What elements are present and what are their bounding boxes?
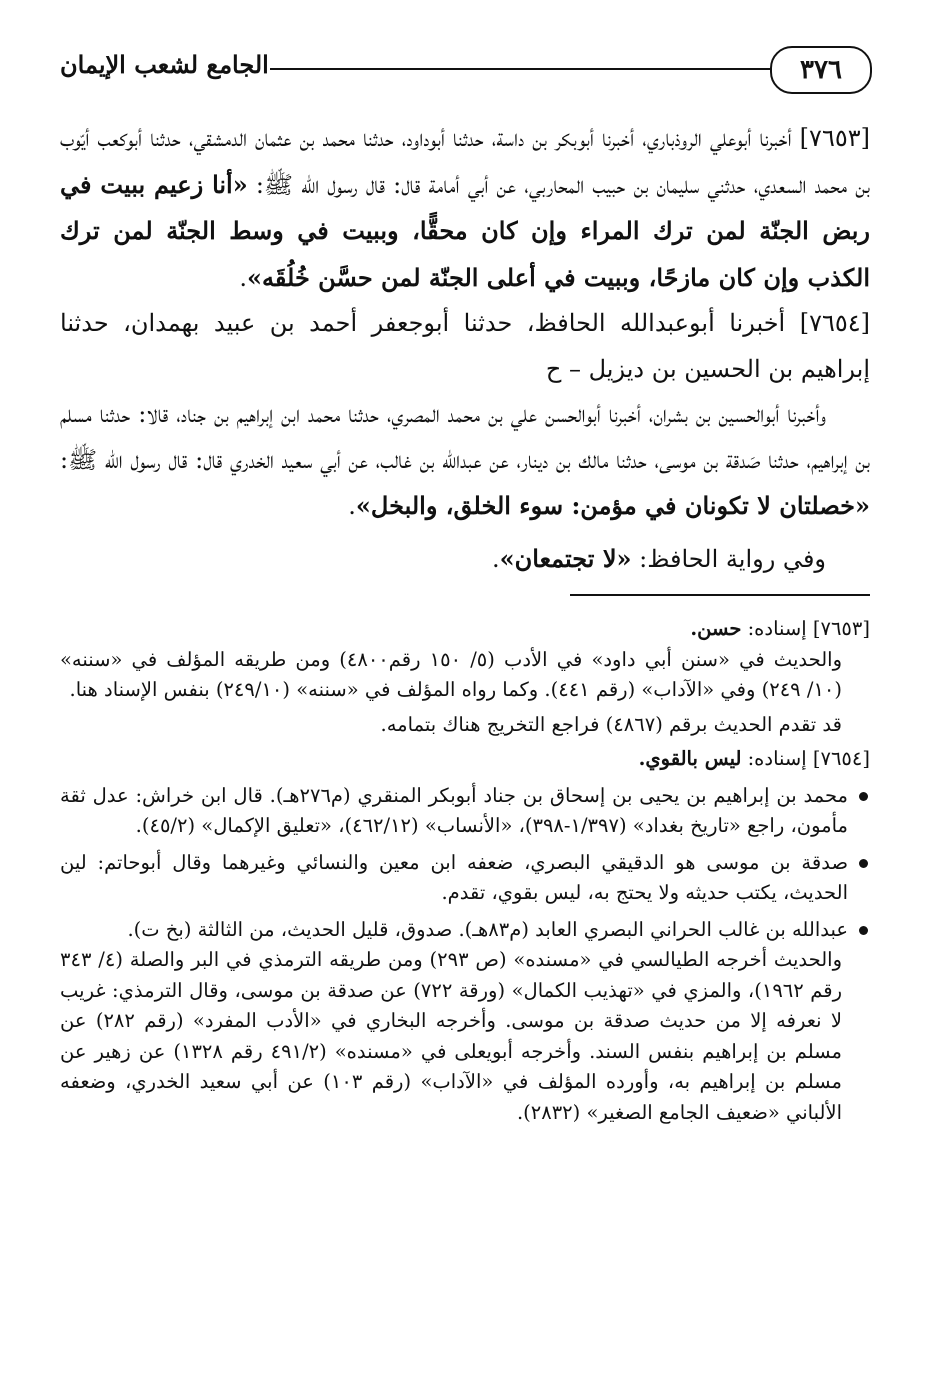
isnad-text: وأخبرنا أبوالحسين بن بشران، أخبرنا أبوالحسن علي بن محمد المصري، حدثنا محمد ابن إبراهيم بن جناد، قالا: حدثنا مسلم بن إبراهيم، حدثنا صَدقة بن موسى، حدثنا مالك بن دينار، عن عبدالله بن غالب، عن أبي سعيد الخدري قال: قال رسول الله ﷺ: [60, 400, 871, 474]
isnad-text: أخبرنا أبوعبدالله الحافظ، حدثنا أبوجعفر أحمد بن عبيد بهمدان، حدثنا إبراهيم بن الحسين بن ديزيل – ح [60, 309, 870, 383]
bullet-icon [859, 926, 868, 935]
footnote-separator [570, 594, 870, 596]
end-mark: . [239, 263, 248, 292]
footnote-grade: ليس بالقوي. [638, 747, 742, 770]
footnote-7654-grade [60, 744, 870, 775]
hadith-7654-second-isnad [60, 392, 870, 530]
hadith-7654 [60, 301, 870, 392]
running-title: الجامع لشعب الإيمان [60, 50, 269, 79]
hadith-matn: «أنا زعيم ببيت في ربض الجنّة لمن ترك المراء وإن كان محقًّا، وببيت في وسط الجنّة لمن ترك الكذب وإن كان مازحًا، وببيت في أعلى الجنّة لمن حسَّن خُلُقَه» [60, 169, 870, 292]
hadith-number: [٧٦٥٣] [799, 124, 870, 152]
header-rule [270, 68, 772, 70]
variant-text: «لا تجتمعان» [499, 543, 632, 573]
footnote-number: [٧٦٥٤] [812, 747, 870, 770]
hadith-number: [٧٦٥٤] [799, 309, 870, 337]
footnote-7653-note: قد تقدم الحديث برقم (٤٨٦٧) فراجع التخريج هناك بتمامه. [380, 712, 842, 736]
bullet-icon [859, 792, 868, 801]
page-header [60, 40, 870, 102]
hadith-7654-variant [60, 536, 870, 583]
footnotes [60, 614, 870, 1128]
page-number-badge [770, 46, 872, 94]
bullet-text: صدقة بن موسى هو الدقيقي البصري، ضعفه ابن معين والنسائي وغيرهما وقال أبوحاتم: لين الحديث، يكتب حديثه ولا يحتج به، ليس بقوي، تقدم. [60, 850, 848, 904]
variant-intro: وفي رواية الحافظ: [639, 544, 826, 573]
end-mark: . [348, 492, 356, 520]
main-text [60, 116, 870, 582]
hadith-7653 [60, 116, 870, 301]
footnote-label: إسناده: [747, 617, 807, 640]
footnote-bullet-3 [60, 915, 870, 946]
book-page [60, 40, 870, 1128]
footnote-7653-grade [60, 614, 870, 645]
isnad-text: أخبرنا أبوعلي الروذباري، أخبرنا أبوبكر بن داسة، حدثنا أبوداود، حدثنا محمد بن عثمان الدمشقي، حدثنا أبوكعب أيّوب بن محمد السعدي، حدثني سليمان بن حبيب المحاربي، عن أبي أمامة قال: قال رسول الله ﷺ: [60, 124, 870, 199]
hadith-matn: «خصلتان لا تكونان في مؤمن: سوء الخلق، والبخل» [355, 491, 870, 520]
page-number: ٣٧٦ [800, 55, 842, 85]
footnote-grade: حسن. [690, 617, 742, 640]
bullet-icon [859, 859, 868, 868]
footnote-7653-text: والحديث في «سنن أبي داود» في الأدب (٥/ ١٥٠ رقم٤٨٠٠) ومن طريقه المؤلف في «سننه» (١٠/ ٢٤٩) وفي «الآداب» (رقم ٤٤١). وكما رواه المؤلف في «سننه» (٢٤٩/١٠) بنفس الإسناد هنا. [60, 647, 842, 701]
bullet-text: عبدالله بن غالب الحراني البصري العابد (م٨٣هـ). صدوق، قليل الحديث، من الثالثة (بخ ت). [127, 917, 848, 941]
footnote-takhrij: والحديث أخرجه الطيالسي في «مسنده» (ص ٢٩٣) ومن طريقه الترمذي في البر والصلة (٤/ ٣٤٣ رقم ١٩٦٢)، والمزي في «تهذيب الكمال» (ورقة ٧٢٢) عن صدقة بن موسى، وقال الترمذي: غريب لا نعرفه إلا من حديث صدقة بن موسى. وأخرجه البخاري في «الأدب المفرد» (رقم ٢٨٢) عن مسلم بن إبراهيم بنفس السند. وأخرجه أبويعلى في «مسنده» (٤٩١/٢ رقم ١٣٢٨) عن زهير عن مسلم بن إبراهيم به، وأورده المؤلف في «الآداب» (رقم ١٠٣) عن أبي سعيد الخدري، وضعفه الألباني «ضعيف الجامع الصغير» (٢٨٣٢). [60, 948, 843, 1124]
bullet-text: محمد بن إبراهيم بن يحيى بن إسحاق بن جناد أبوبكر المنقري (م٢٧٦هـ). قال ابن خراش: عدل ثقة مأمون، راجع «تاريخ بغداد» (١/٣٩٧-٣٩٨)، «الأنساب» (٤٦٢/١٢)، «تعليق الإكمال» (٤٥/٢). [60, 783, 848, 837]
end-mark: . [492, 544, 500, 573]
footnote-bullet-2 [60, 848, 870, 909]
footnote-bullet-1 [60, 781, 870, 842]
footnote-label: إسناده: [747, 747, 807, 770]
footnote-number: [٧٦٥٣] [812, 617, 870, 640]
